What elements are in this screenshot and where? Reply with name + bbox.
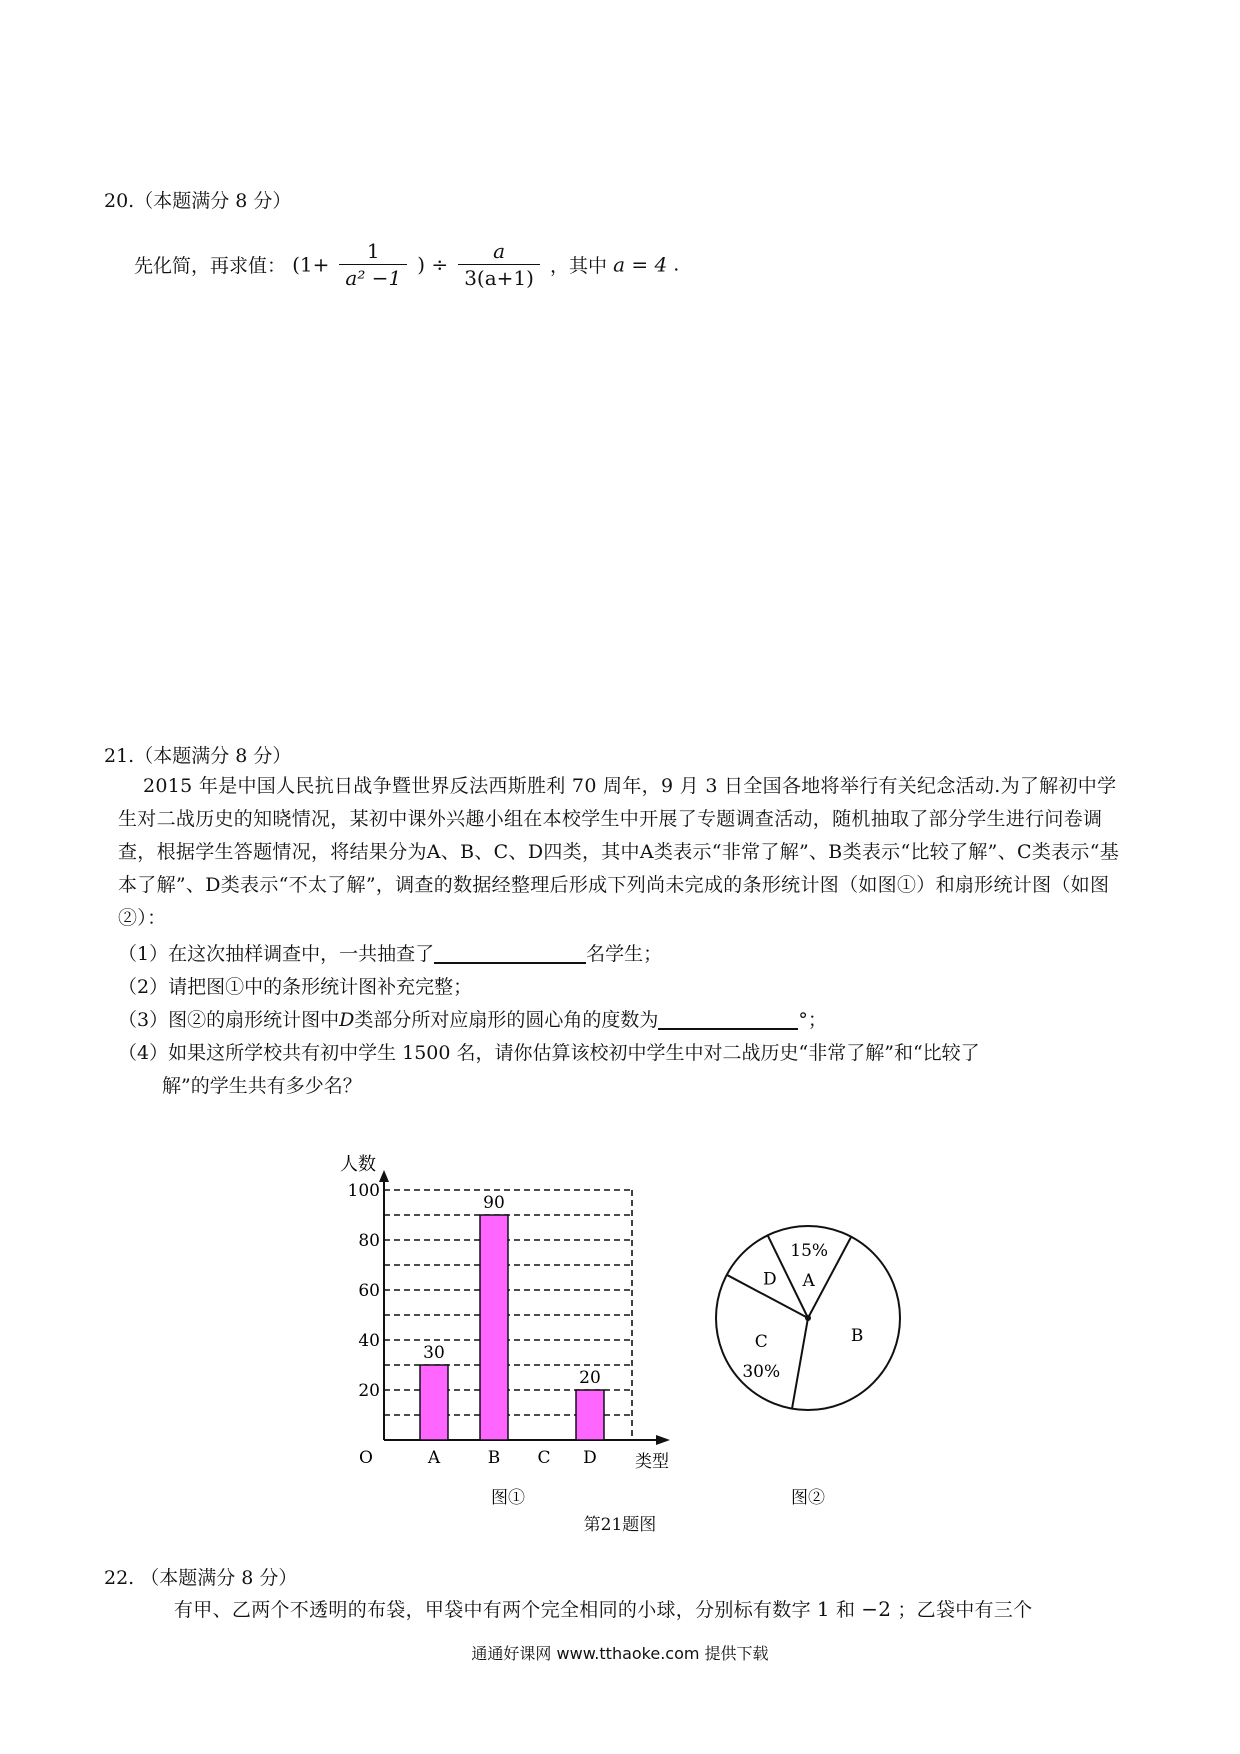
q20-problem: [134, 238, 679, 291]
y-tick-label: 60: [358, 1281, 380, 1301]
q21-sub3-var: D: [339, 1009, 355, 1031]
q20-header: 20.（本题满分 8 分）: [104, 190, 292, 212]
pie-label-c: C: [754, 1331, 768, 1352]
q21-sub3-text: （3）图②的扇形统计图中: [118, 1009, 340, 1031]
q20-frac1-denominator: a² −1: [345, 266, 402, 290]
bar-value-label: 90: [483, 1193, 505, 1213]
pie-center: [805, 1315, 811, 1321]
q21-sub2: （2）请把图①中的条形统计图补充完整；: [118, 976, 473, 998]
pie-label-a: A: [802, 1271, 815, 1292]
pie-percent-c: 30%: [742, 1361, 781, 1382]
origin-label: O: [359, 1448, 373, 1468]
pie-chart: [716, 1226, 900, 1508]
q22-text: [174, 1597, 1032, 1622]
x-axis-arrow: [656, 1435, 670, 1445]
y-tick-label: 20: [358, 1381, 380, 1401]
bar-b: [480, 1215, 508, 1440]
q21-sub4-line1: （4）如果这所学校共有初中学生 1500 名，请你估算该校初中学生中对二战历史“非常了解”和“比较了: [118, 1042, 980, 1064]
q20-expr-div: ) ÷: [417, 252, 449, 277]
q22-text-a: 有甲、乙两个不透明的布袋，甲袋中有两个完全相同的小球，分别标有数字: [174, 1599, 811, 1621]
y-tick-label: 80: [358, 1231, 380, 1251]
q20-prompt: 先化简，再求值：: [134, 255, 287, 277]
q20-frac1-numerator: 1: [339, 238, 407, 265]
q21-figures: [0, 1140, 1240, 1540]
q22-text-c: ；乙袋中有三个: [897, 1599, 1033, 1621]
pie-chart-caption: 图②: [791, 1488, 825, 1508]
figure-caption: 第21题图: [583, 1515, 657, 1535]
bar-value-label: 20: [579, 1368, 601, 1388]
bar-a: [420, 1365, 448, 1440]
x-tick-label: C: [537, 1448, 551, 1468]
q22-num2: −2: [861, 1597, 892, 1621]
q20-frac2-numerator: a: [458, 238, 540, 265]
x-tick-label: A: [427, 1448, 441, 1468]
q20-end: .: [673, 253, 680, 276]
pie-label-b: B: [850, 1325, 864, 1346]
q21-sub4-line2: 解”的学生共有多少名？: [162, 1075, 362, 1097]
q21-sub3-text2: 类部分所对应扇形的圆心角的度数为: [354, 1009, 659, 1031]
q21-sub1-answer-blank[interactable]: [434, 942, 586, 964]
pie-label-d: D: [762, 1269, 777, 1290]
q21-header: 21.（本题满分 8 分）: [104, 745, 292, 767]
y-tick-label: 40: [358, 1331, 380, 1351]
pie-percent-a: 15%: [790, 1241, 829, 1262]
pie-divider: [792, 1318, 808, 1409]
q20-frac2-denominator: 3(a+1): [464, 266, 534, 290]
bar-chart-caption: 图①: [491, 1488, 525, 1508]
x-tick-label: D: [583, 1448, 597, 1468]
bar-d: [576, 1390, 604, 1440]
q20-condition: a = 4: [613, 252, 668, 277]
q21-sub1-suffix: 名学生；: [586, 943, 663, 965]
x-tick-label: B: [487, 1448, 501, 1468]
q21-paragraph: 2015 年是中国人民抗日战争暨世界反法西斯胜利 70 周年，9 月 3 日全国各地将举行有关纪念活动.为了解初中学生对二战历史的知晓情况，某初中课外兴趣小组在本校学生中开展了专题调查活动，随机抽取了部分学生进行问卷调查，根据学生答题情况，将结果分为A、B、C、D四类，其中A类表示“非常了解”、B类表示“比较了解”、C类表示“基本了解”、D类表示“不太了解”，调查的数据经整理后形成下列尚未完成的条形统计图（如图①）和扇形统计图（如图②）：: [118, 775, 1120, 929]
bar-chart: [340, 1154, 670, 1508]
q22-num1: 1: [816, 1597, 830, 1621]
y-axis-label: 人数: [340, 1154, 376, 1175]
q22-header: 22. （本题满分 8 分）: [104, 1567, 298, 1589]
bar-value-label: 30: [423, 1343, 445, 1363]
q21-sub1-text: （1）在这次抽样调查中，一共抽查了: [118, 943, 435, 965]
page-footer: 通通好课网 www.tthaoke.com 提供下载: [471, 1644, 769, 1663]
x-axis-label: 类型: [635, 1452, 669, 1472]
q21-sub1: [118, 942, 662, 966]
q22-text-b: 和: [835, 1599, 856, 1621]
q21-sub3: [118, 1008, 827, 1032]
y-tick-label: 100: [347, 1181, 380, 1201]
q20-expr-open: (1+: [292, 252, 330, 277]
y-axis-arrow: [379, 1170, 389, 1182]
q20-tail: ，其中: [550, 255, 608, 277]
q21-sub3-answer-blank[interactable]: [658, 1008, 798, 1030]
q21-sub3-suffix: °；: [798, 1009, 827, 1031]
